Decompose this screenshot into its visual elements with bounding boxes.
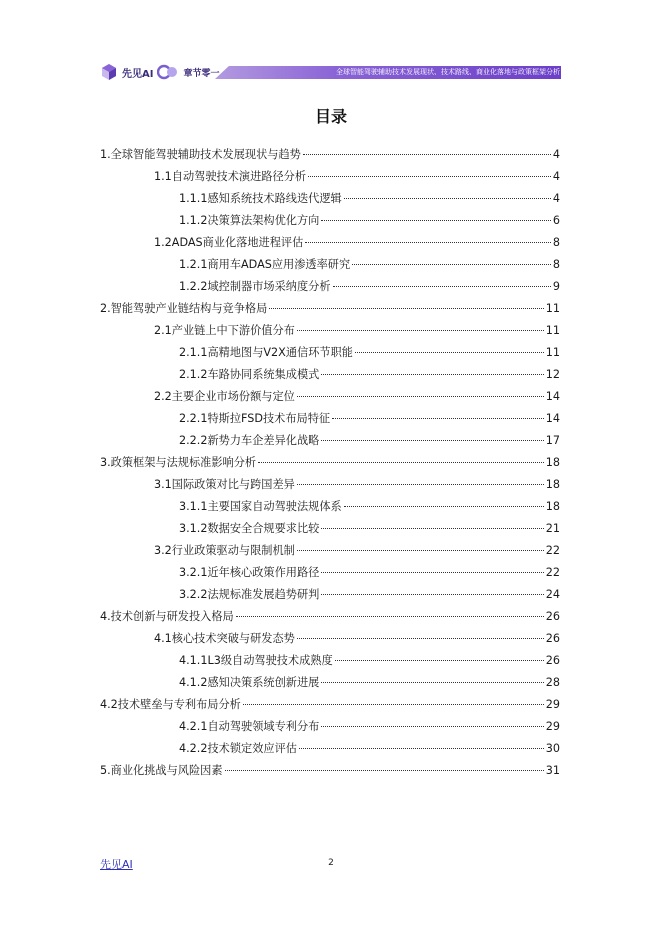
- toc-leader-dots: [332, 418, 544, 419]
- toc-leader-dots: [297, 396, 544, 397]
- toc-entry-label: 2.1.2车路协同系统集成模式: [179, 368, 320, 381]
- toc-entry-page: 30: [545, 742, 560, 755]
- toc-entry[interactable]: [100, 695, 560, 715]
- toc-leader-dots: [352, 264, 551, 265]
- toc-entry[interactable]: [179, 365, 560, 385]
- toc-entry-label: 4.2.1自动驾驶领域专利分布: [179, 720, 320, 733]
- toc-entry-page: 29: [545, 720, 560, 733]
- toc-leader-dots: [297, 638, 544, 639]
- toc-entry[interactable]: [154, 387, 560, 407]
- toc-entry-label: 3.政策框架与法规标准影响分析: [100, 456, 257, 469]
- toc-entry-page: 4: [552, 148, 560, 161]
- toc-entry[interactable]: [179, 739, 560, 759]
- logo-primary-text: 先见AI: [122, 68, 154, 80]
- toc-entry-label: 3.1.1主要国家自动驾驶法规体系: [179, 500, 342, 513]
- toc-entry[interactable]: [179, 673, 560, 693]
- toc-entry-page: 8: [552, 236, 560, 249]
- toc-entry-label: 1.2.2域控制器市场采纳度分析: [179, 280, 331, 293]
- toc-entry-page: 31: [545, 764, 560, 777]
- toc-entry[interactable]: [154, 167, 560, 187]
- toc-entry-label: 3.2.2法规标准发展趋势研判: [179, 588, 320, 601]
- toc-entry-page: 14: [545, 412, 560, 425]
- cp-logo-icon: [157, 64, 179, 80]
- toc-leader-dots: [243, 704, 544, 705]
- toc-entry-page: 12: [545, 368, 560, 381]
- toc-entry-label: 4.1核心技术突破与研发态势: [154, 632, 295, 645]
- toc-leader-dots: [297, 484, 544, 485]
- toc-entry-label: 1.全球智能驾驶辅助技术发展现状与趋势: [100, 148, 301, 161]
- toc-entry[interactable]: [179, 651, 560, 671]
- toc-entry-page: 29: [545, 698, 560, 711]
- toc-leader-dots: [333, 286, 551, 287]
- toc-entry[interactable]: [100, 607, 560, 627]
- toc-entry-label: 2.1.1高精地图与V2X通信环节职能: [179, 346, 353, 359]
- toc-entry[interactable]: [179, 497, 560, 517]
- toc-entry[interactable]: [100, 453, 560, 473]
- toc-entry[interactable]: [100, 761, 560, 781]
- brand-logos: [100, 62, 219, 82]
- toc-entry-label: 5.商业化挑战与风险因素: [100, 764, 223, 777]
- toc-entry[interactable]: [154, 321, 560, 341]
- toc-entry-label: 2.2.2新势力车企差异化战略: [179, 434, 320, 447]
- toc-leader-dots: [344, 198, 551, 199]
- toc-entry-label: 3.1国际政策对比与跨国差异: [154, 478, 295, 491]
- toc-leader-dots: [321, 374, 543, 375]
- toc-entry-page: 6: [552, 214, 560, 227]
- toc-entry-label: 2.1产业链上中下游价值分布: [154, 324, 295, 337]
- toc-entry-page: 18: [545, 478, 560, 491]
- toc-leader-dots: [297, 330, 544, 331]
- toc-entry-page: 11: [545, 324, 560, 337]
- toc-entry-page: 26: [545, 654, 560, 667]
- toc-entry[interactable]: [179, 431, 560, 451]
- toc-entry-page: 11: [545, 346, 560, 359]
- toc-entry-page: 22: [545, 544, 560, 557]
- toc-leader-dots: [258, 462, 544, 463]
- cube-logo-icon: [100, 63, 118, 81]
- toc-entry[interactable]: [100, 299, 560, 319]
- toc-leader-dots: [321, 220, 551, 221]
- toc-entry-page: 17: [545, 434, 560, 447]
- toc-entry-page: 11: [545, 302, 560, 315]
- toc-entry[interactable]: [179, 563, 560, 583]
- toc-entry-page: 4: [552, 192, 560, 205]
- toc-entry-label: 3.2行业政策驱动与限制机制: [154, 544, 295, 557]
- toc-leader-dots: [299, 748, 544, 749]
- toc-leader-dots: [303, 154, 551, 155]
- toc-entry[interactable]: [179, 717, 560, 737]
- toc-entry[interactable]: [179, 409, 560, 429]
- toc-entry-label: 2.2主要企业市场份额与定位: [154, 390, 295, 403]
- toc-leader-dots: [297, 550, 544, 551]
- toc-entry[interactable]: [179, 585, 560, 605]
- page-title: 目录: [314, 107, 347, 126]
- toc-entry-page: 22: [545, 566, 560, 579]
- toc-entry-label: 4.2技术壁垒与专利布局分析: [100, 698, 241, 711]
- document-title: 全球智能驾驶辅助技术发展现状、技术路线、商业化落地与政策框架分析: [336, 68, 560, 76]
- toc-leader-dots: [321, 440, 543, 441]
- toc-entry-page: 14: [545, 390, 560, 403]
- toc-leader-dots: [321, 594, 543, 595]
- toc-entry-page: 26: [545, 610, 560, 623]
- toc-entry-label: 4.2.2技术锁定效应评估: [179, 742, 297, 755]
- toc-entry-label: 4.技术创新与研发投入格局: [100, 610, 234, 623]
- toc-leader-dots: [321, 726, 543, 727]
- toc-entry-label: 3.2.1近年核心政策作用路径: [179, 566, 320, 579]
- toc-entry-label: 3.1.2数据安全合规要求比较: [179, 522, 320, 535]
- toc-entry-label: 2.智能驾驶产业链结构与竞争格局: [100, 302, 268, 315]
- toc-entry[interactable]: [100, 145, 560, 165]
- toc-leader-dots: [225, 770, 544, 771]
- toc-entry-label: 4.1.2感知决策系统创新进展: [179, 676, 320, 689]
- toc-entry-label: 1.2ADAS商业化落地进程评估: [154, 236, 304, 249]
- toc-leader-dots: [321, 528, 543, 529]
- toc-entry-label: 1.1.1感知系统技术路线迭代逻辑: [179, 192, 342, 205]
- toc-entry[interactable]: [154, 233, 560, 253]
- toc-entry[interactable]: [154, 475, 560, 495]
- toc-entry-page: 18: [545, 500, 560, 513]
- toc-entry-page: 21: [545, 522, 560, 535]
- toc-entry-page: 28: [545, 676, 560, 689]
- toc-entry[interactable]: [179, 343, 560, 363]
- toc-entry-label: 2.2.1特斯拉FSD技术布局特征: [179, 412, 331, 425]
- toc-leader-dots: [335, 660, 544, 661]
- toc-leader-dots: [269, 308, 543, 309]
- toc-entry[interactable]: [154, 541, 560, 561]
- toc-entry-page: 24: [545, 588, 560, 601]
- page-number: 2: [328, 858, 334, 868]
- toc-entry[interactable]: [179, 211, 560, 231]
- toc-leader-dots: [321, 572, 543, 573]
- toc-entry-label: 4.1.1L3级自动驾驶技术成熟度: [179, 654, 333, 667]
- toc-entry-page: 4: [552, 170, 560, 183]
- toc-entry[interactable]: [179, 189, 560, 209]
- toc-entry[interactable]: [179, 255, 560, 275]
- toc-entry-page: 26: [545, 632, 560, 645]
- toc-leader-dots: [308, 176, 551, 177]
- toc-leader-dots: [305, 242, 551, 243]
- toc-leader-dots: [355, 352, 544, 353]
- toc-entry[interactable]: [179, 277, 560, 297]
- toc-entry[interactable]: [179, 519, 560, 539]
- toc-leader-dots: [236, 616, 544, 617]
- toc-entry-page: 18: [545, 456, 560, 469]
- toc-entry-page: 8: [552, 258, 560, 271]
- logo-secondary-text: 章节零一: [183, 68, 220, 79]
- toc-leader-dots: [321, 682, 543, 683]
- toc-entry-label: 1.1自动驾驶技术演进路径分析: [154, 170, 307, 183]
- toc-leader-dots: [344, 506, 544, 507]
- toc-entry-label: 1.1.2决策算法架构优化方向: [179, 214, 320, 227]
- toc-entry[interactable]: [154, 629, 560, 649]
- toc-entry-page: 9: [552, 280, 560, 293]
- footer-brand-link[interactable]: 先见AI: [100, 858, 133, 871]
- toc-entry-label: 1.2.1商用车ADAS应用渗透率研究: [179, 258, 351, 271]
- page-header: [0, 0, 662, 90]
